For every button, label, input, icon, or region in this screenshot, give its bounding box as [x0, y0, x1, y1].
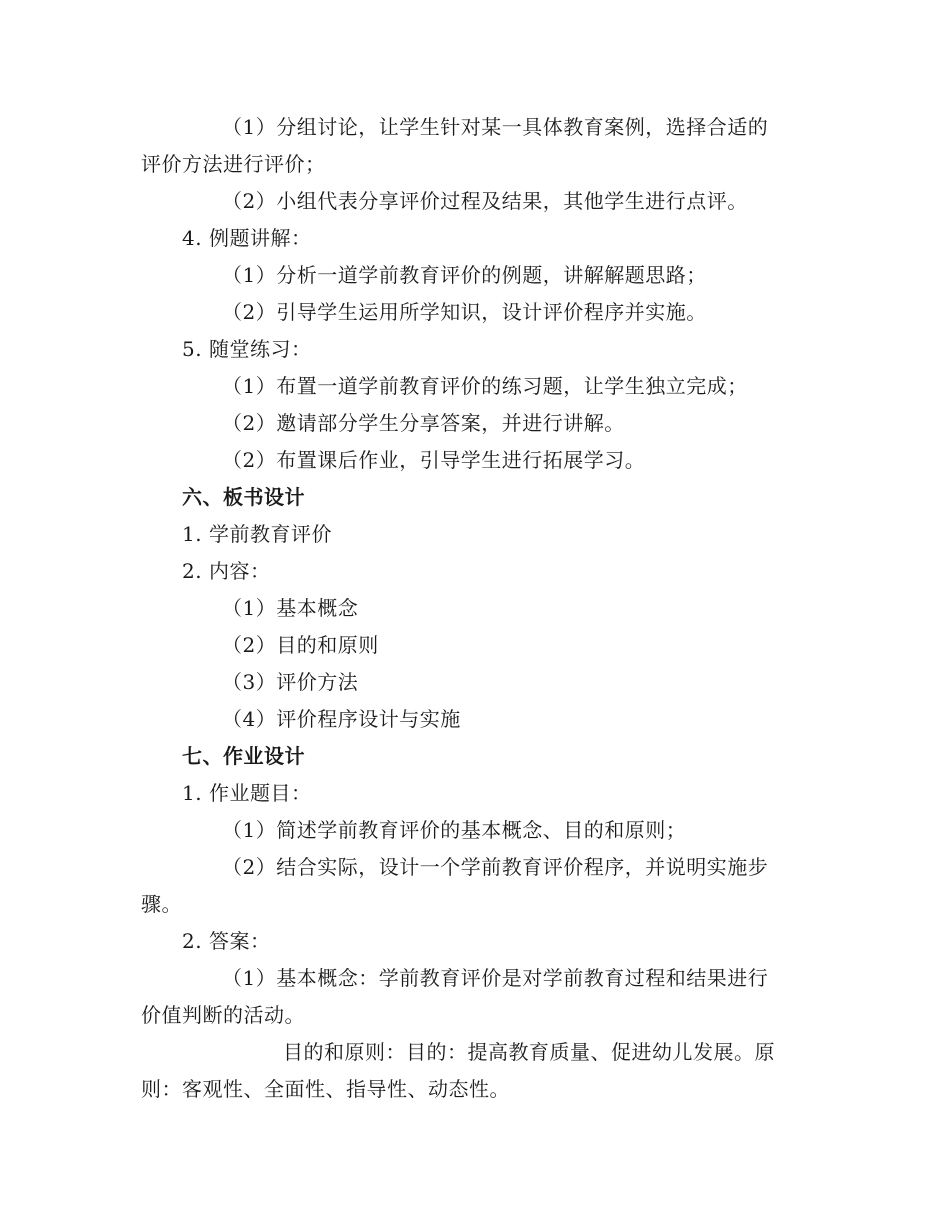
list-item: （3）评价方法 [222, 670, 359, 694]
paragraph-line: 评价方法进行评价； [141, 152, 326, 176]
list-item: （4）评价程序设计与实施 [222, 707, 461, 731]
list-item: 4. 例题讲解： [182, 226, 312, 250]
paragraph-line: 则：客观性、全面性、指导性、动态性。 [141, 1077, 510, 1101]
paragraph-line: （2）小组代表分享评价过程及结果，其他学生进行点评。 [222, 189, 748, 213]
list-item: （2）结合实际，设计一个学前教育评价程序，并说明实施步 [222, 855, 769, 879]
list-item: 2. 答案： [182, 929, 271, 953]
list-item: （2）引导学生运用所学知识，设计评价程序并实施。 [222, 300, 707, 324]
section-heading: 七、作业设计 [182, 744, 305, 768]
list-item: 1. 作业题目： [182, 781, 312, 805]
list-item: （2）布置课后作业，引导学生进行拓展学习。 [222, 448, 646, 472]
list-item: （1）布置一道学前教育评价的练习题，让学生独立完成； [222, 374, 748, 398]
list-item: （1）基本概念：学前教育评价是对学前教育过程和结果进行 [222, 966, 769, 990]
list-item: （1）基本概念 [222, 596, 359, 620]
section-heading: 六、板书设计 [182, 485, 305, 509]
list-item: 5. 随堂练习： [182, 337, 312, 361]
paragraph-line: （1）分组讨论，让学生针对某一具体教育案例，选择合适的 [222, 115, 769, 139]
list-item: （1）简述学前教育评价的基本概念、目的和原则； [222, 818, 687, 842]
list-item: （2）邀请部分学生分享答案，并进行讲解。 [222, 411, 625, 435]
paragraph-line: 目的和原则：目的：提高教育质量、促进幼儿发展。原 [283, 1040, 775, 1064]
list-item: 2. 内容： [182, 559, 271, 583]
list-item: （2）目的和原则 [222, 633, 379, 657]
list-item: （1）分析一道学前教育评价的例题，讲解解题思路； [222, 263, 707, 287]
paragraph-line: 骤。 [141, 892, 182, 916]
paragraph-line: 价值判断的活动。 [141, 1003, 305, 1027]
list-item: 1. 学前教育评价 [182, 522, 332, 546]
